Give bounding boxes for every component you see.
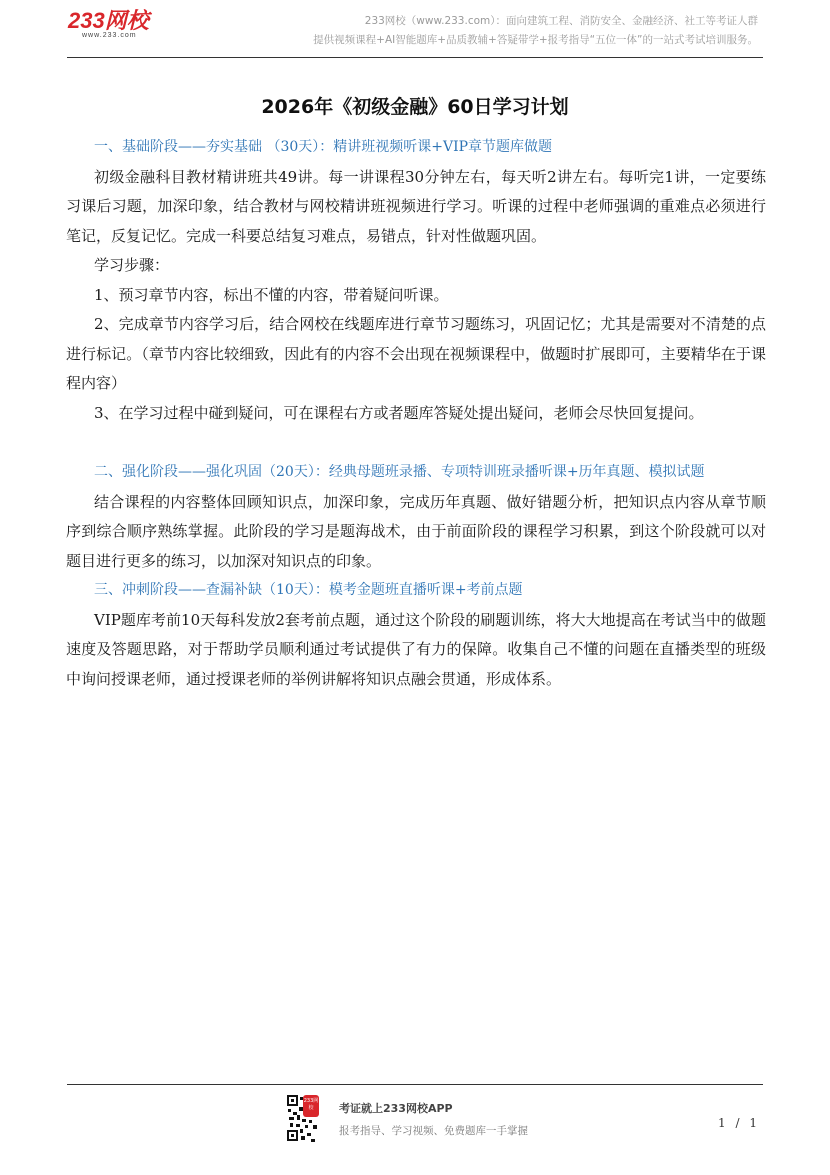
logo-text: 233网校 [68, 8, 149, 33]
footer-app-title: 考证就上233网校APP [339, 1102, 453, 1115]
section-heading-sprint: 三、冲刺阶段——查漏补缺（10天）：模考金题班直播听课+考前点题 [94, 582, 523, 598]
header-line-1: 233网校（www.233.com）：面向建筑工程、消防安全、金融经济、社工等考证人群 [364, 15, 758, 27]
paragraph: VIP题库考前10天每科发放2套考前点题，通过这个阶段的刷题训练，将大大地提高在考试当中的做题速度及答题思路，对于帮助学员顺利通过考试提供了有力的保障。收集自己不懂的问题在直播类型的班级中询问授课老师，通过授课老师的举例讲解将知识点融会贯通，形成体系。 [66, 610, 766, 688]
logo-url: www.233.com [82, 32, 137, 39]
footer-promo [339, 1100, 528, 1140]
document-title: 2026年《初级金融》60日学习计划 [261, 96, 569, 118]
page-number: 1 / 1 [718, 1116, 760, 1130]
paragraph: 学习步骤： [94, 256, 170, 274]
header-description [313, 12, 758, 50]
paragraph: 初级金融科目教材精讲班共49讲。每一讲课程30分钟左右，每天听2讲左右。每听完1讲，一定要练习课后习题，加深印象，结合教材与网校精讲班视频进行学习。听课的过程中老师强调的重难点必须进行笔记，反复记忆。完成一科要总结复习难点，易错点，针对性做题巩固。 [66, 167, 766, 245]
document-body [66, 133, 766, 694]
section-heading-strengthen: 二、强化阶段——强化巩固（20天）：经典母题班录播、专项特训班录播听课+历年真题、模拟试题 [94, 464, 705, 480]
header-line-2: 提供视频课程+AI智能题库+品质教辅+答疑带学+报考指导“五位一体”的一站式考试培训服务。 [313, 34, 758, 46]
spacer [66, 428, 766, 458]
site-logo[interactable] [68, 10, 149, 40]
paragraph: 结合课程的内容整体回顾知识点，加深印象，完成历年真题、做好错题分析，把知识点内容从章节顺序到综合顺序熟练掌握。此阶段的学习是题海战术，由于前面阶段的课程学习积累，到这个阶段就可以对题目进行更多的练习，以加深对知识点的印象。 [66, 492, 766, 570]
app-icon-label: 233网校 [303, 1098, 319, 1111]
app-icon[interactable] [303, 1095, 319, 1117]
section-heading-basic: 一、基础阶段——夯实基础 （30天）：精讲班视频听课+VIP章节题库做题 [94, 139, 553, 155]
paragraph: 3、在学习过程中碰到疑问，可在课程右方或者题库答疑处提出疑问，老师会尽快回复提问。 [94, 403, 704, 422]
paragraph: 2、完成章节内容学习后，结合网校在线题库进行章节习题练习，巩固记忆；尤其是需要对不清楚的点进行标记。（章节内容比较细致，因此有的内容不会出现在视频课程中，做题时扩展即可，主要精华在于课程内容） [66, 315, 766, 392]
page-header [0, 0, 830, 58]
footer-app-subtitle: 报考指导、学习视频、免费题库一手掌握 [339, 1125, 528, 1137]
header-divider [67, 57, 763, 58]
footer-divider [67, 1084, 763, 1085]
paragraph: 1、预习章节内容，标出不懂的内容，带着疑问听课。 [94, 285, 449, 304]
